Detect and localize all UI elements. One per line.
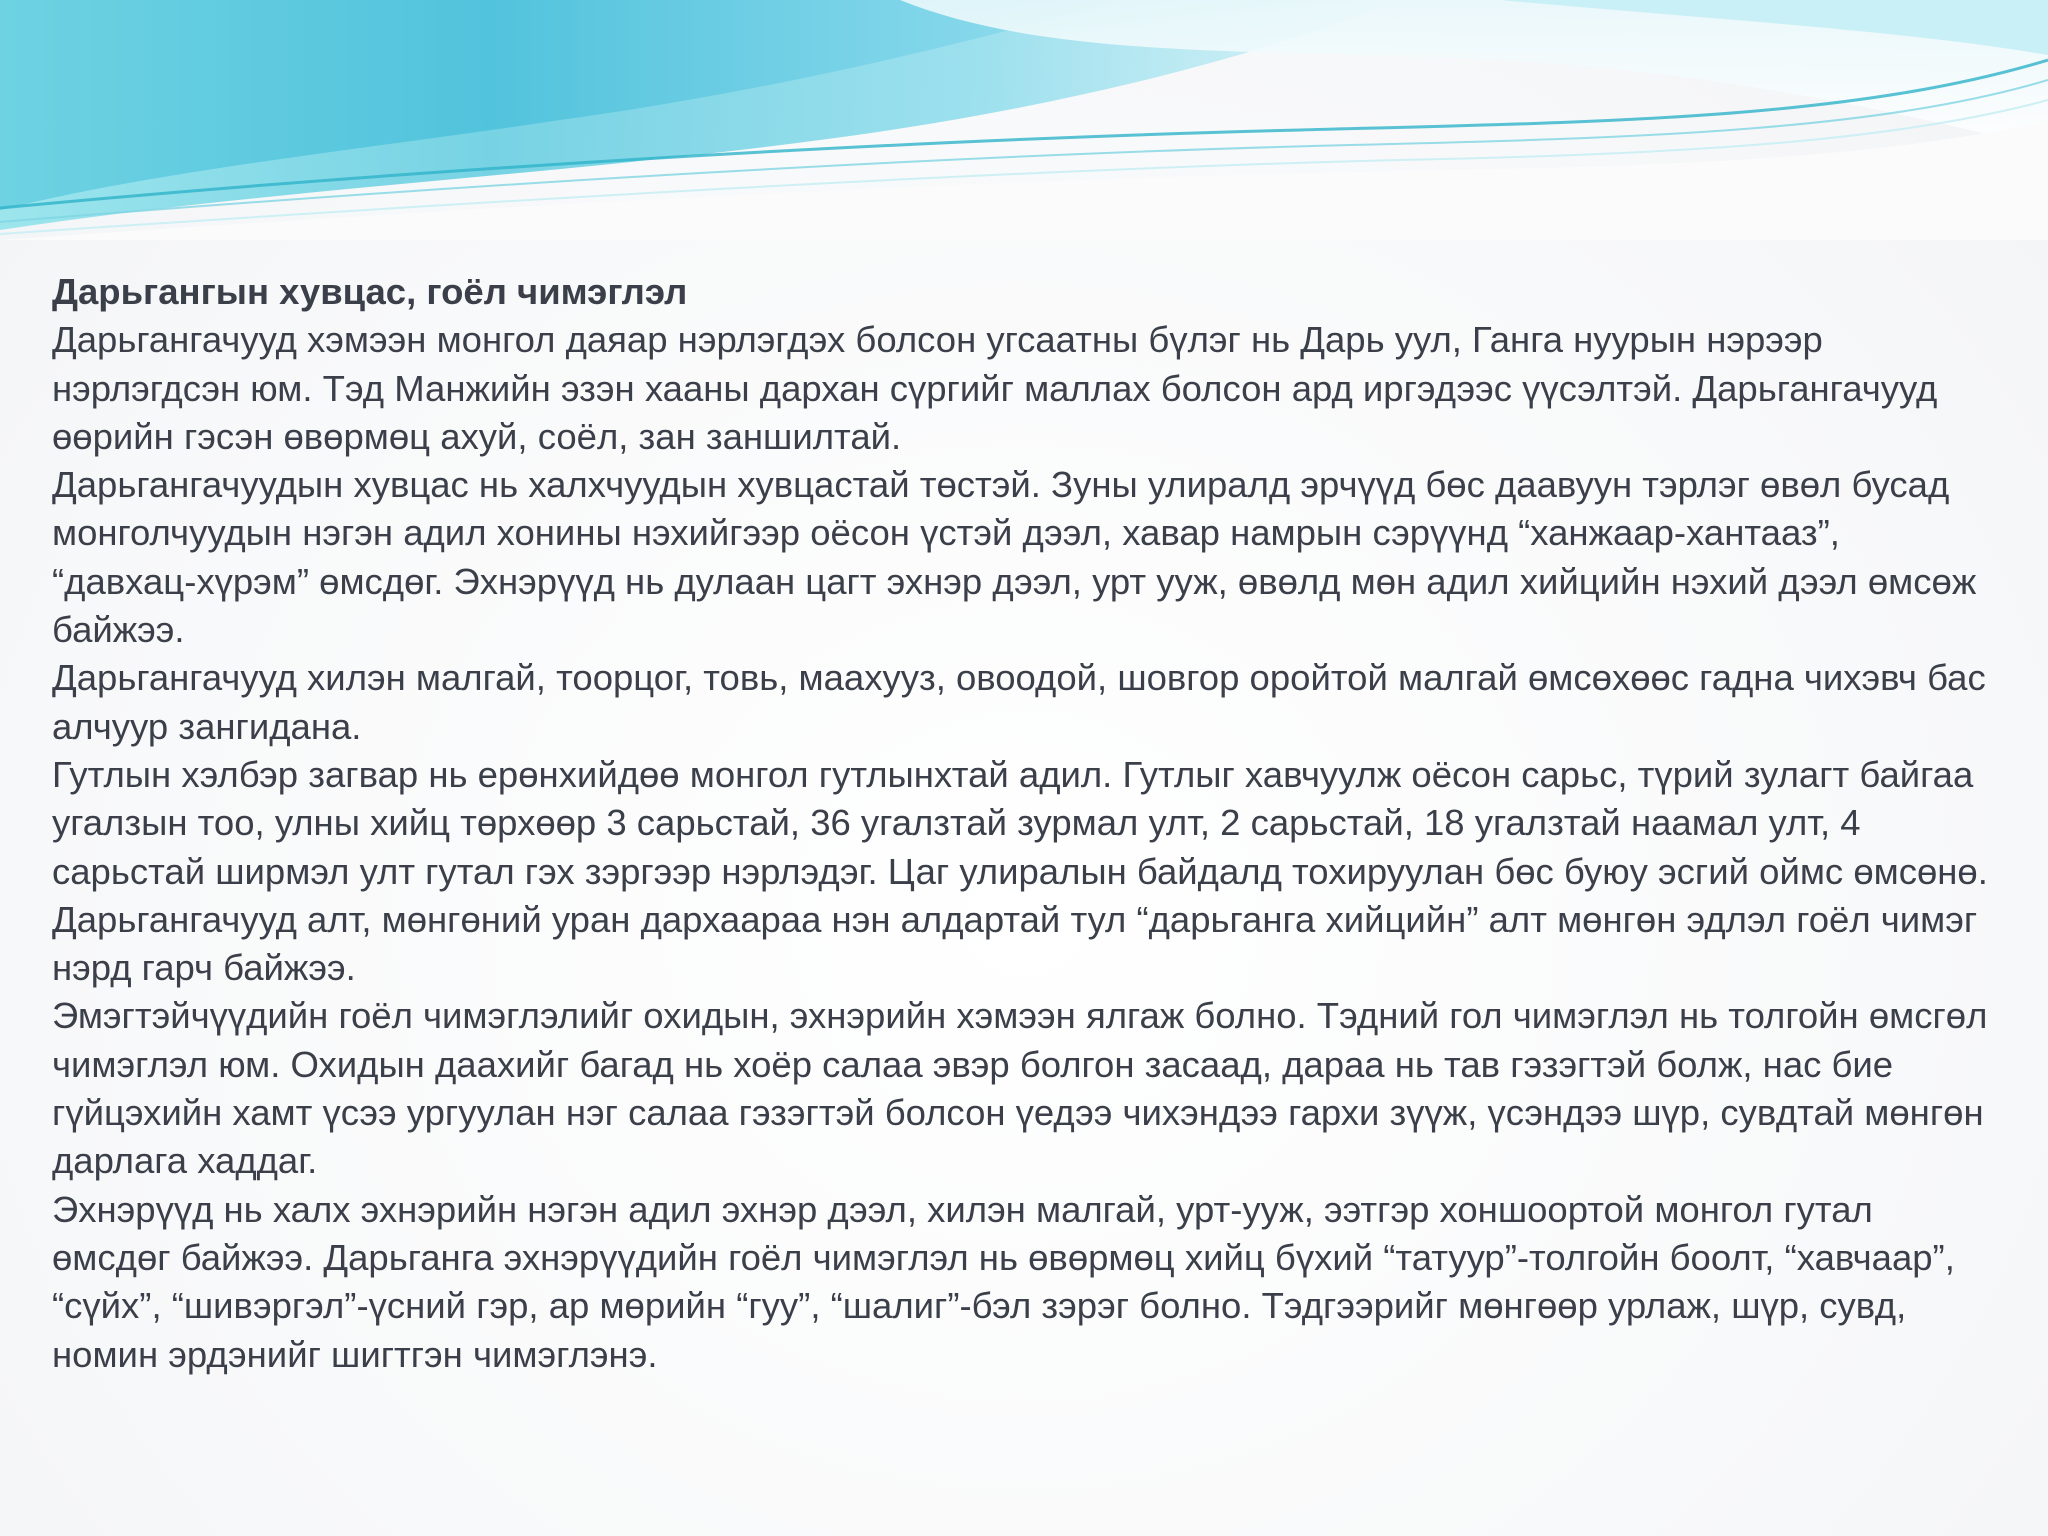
paragraph-hats: Дарьгангачууд хилэн малгай, тоорцог, товь, маахууз, овоодой, шовгор оройтой малгай өмсөхөөс гадна чихэвч бас алчуур зангидана. xyxy=(52,657,1986,747)
paragraph-womens-ornaments: Эмэгтэйчүүдийн гоёл чимэглэлийг охидын, эхнэрийн хэмээн ялгаж болно. Тэдний гол чимэглэл нь толгойн өмсгөл чимэглэл юм. Охидын даахийг багад нь хоёр салаа эвэр болгон засаад, дараа нь тав гэзэгтэй болж, нас бие гүйцэхийн хамт үсээ ургуулан нэг салаа гэзэгтэй болсон үедээ чихэндээ гархи зүүж, үсэндээ шүр, сувдтай мөнгөн дарлага хаддаг. xyxy=(52,995,1988,1182)
paragraph-clothing: Дарьгангачуудын хувцас нь халхчуудын хувцастай төстэй. Зуны улиралд эрчүүд бөс даавуун тэрлэг өвөл бусад монголчуудын нэгэн адил хонины нэхийгээр оёсон үстэй дээл, хавар намрын сэрүүнд “ханжаар-хантааз”, “давхац-хүрэм” өмсдөг. Эхнэрүүд нь дулаан цагт эхнэр дээл, урт ууж, өвөлд мөн адил хийцийн нэхий дээл өмсөж байжээ. xyxy=(52,464,1977,651)
paragraph-origin: Дарьгангачууд хэмээн монгол даяар нэрлэгдэх болсон угсаатны бүлэг нь Дарь уул, Ганга нуурын нэрээр нэрлэгдсэн юм. Тэд Манжийн эзэн хааны дархан сүргийг маллах болсон ард иргэдээс үүсэлтэй. Дарьгангачууд өөрийн гэсэн өвөрмөц ахуй, соёл, зан заншилтай. xyxy=(52,319,1938,457)
wave-header-decoration xyxy=(0,0,2048,240)
paragraph-wives-ornaments: Эхнэрүүд нь халх эхнэрийн нэгэн адил эхнэр дээл, хилэн малгай, урт-ууж, ээтгэр хоншоортой монгол гутал өмсдөг байжээ. Дарьганга эхнэрүүдийн гоёл чимэглэл нь өвөрмөц хийц бүхий “татуур”-толгойн боолт, “хавчаар”, “сүйх”, “шивэргэл”-үсний гэр, ар мөрийн “гуу”, “шалиг”-бэл зэрэг болно. Тэдгээрийг мөнгөөр урлаж, шүр, сувд, номин эрдэнийг шигтгэн чимэглэнэ. xyxy=(52,1188,1955,1375)
paragraph-silverwork: Дарьгангачууд алт, мөнгөний уран дархаараа нэн алдартай тул “дарьганга хийцийн” алт мөнгөн эдлэл гоёл чимэг нэрд гарч байжээ. xyxy=(52,898,1978,989)
paragraph-boots: Гутлын хэлбэр загвар нь ерөнхийдөө монгол гутлынхтай адил. Гутлыг хавчуулж оёсон сарьс, түрий зулагт байгаа угалзын тоо, улны хийц төрхөөр 3 сарьстай, 36 угалзтай зурмал улт, 2 сарьстай, 18 угалзтай наамал улт, 4 сарьстай ширмэл улт гутал гэх зэргээр нэрлэдэг. Цаг улиралын байдалд тохируулан бөс буюу эсгий оймс өмсөнө. xyxy=(52,753,1988,892)
slide-content xyxy=(52,268,1992,1379)
slide-title: Дарьгангын хувцас, гоёл чимэглэл xyxy=(52,271,688,312)
